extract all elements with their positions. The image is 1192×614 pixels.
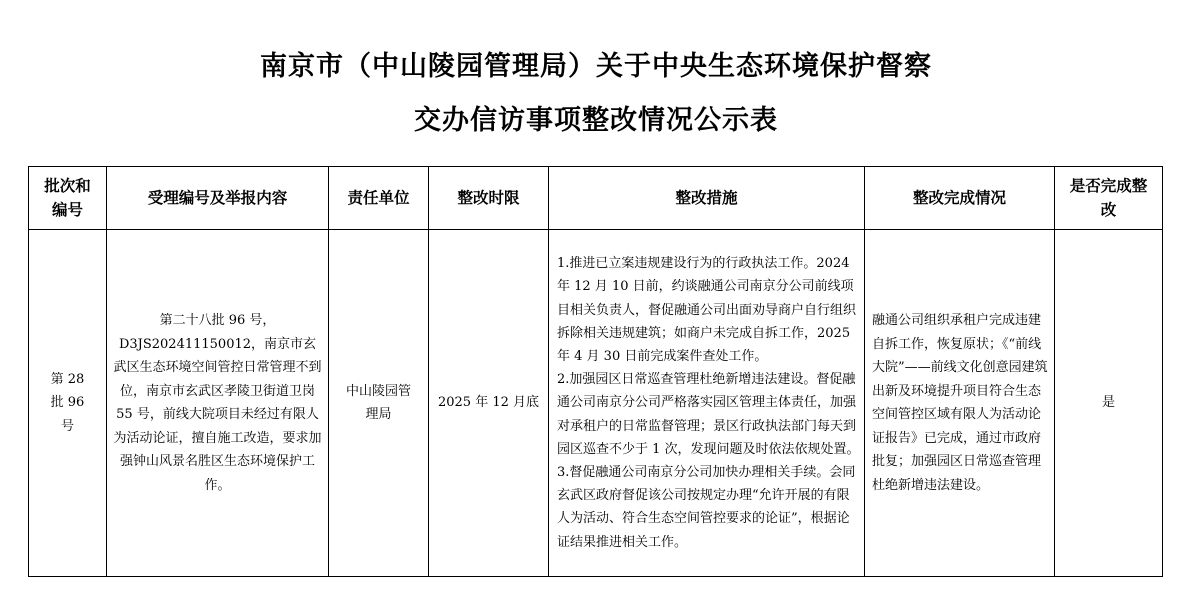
cell-unit: 中山陵园管理局 xyxy=(329,230,429,577)
page-title-line-2: 交办信访事项整改情况公示表 xyxy=(414,105,778,136)
header-batch: 批次和编号 xyxy=(29,167,107,230)
cell-deadline: 2025 年 12 月底 xyxy=(429,230,549,577)
rectification-table xyxy=(28,166,1163,577)
cell-status: 融通公司组织承租户完成违建自拆工作，恢复原状；《“前线大院”——前线文化创意园建筑出新及环境提升项目符合生态空间管控区域有限人为活动论证报告》已完成，通过市政府批复；加强园区日常巡查管理杜绝新增违法建设。 xyxy=(865,230,1055,577)
header-status: 整改完成情况 xyxy=(865,167,1055,230)
measure-item: 3.督促融通公司南京分公司加快办理相关手续。会同玄武区政府督促该公司按规定办理“允许开展的有限人为活动、符合生态空间管控要求的论证”，根据论证结果推进相关工作。 xyxy=(557,465,856,550)
table-header-row xyxy=(29,167,1163,230)
header-done: 是否完成整改 xyxy=(1055,167,1163,230)
measure-item: 1.推进已立案违规建设行为的行政执法工作。2024 年 12 月 10 日前，约谈融通公司南京分公司前线项目相关负责人，督促融通公司出面劝导商户自行组织拆除相关违规建筑；如商户未完成自拆工作，2025 年 4 月 30 日前完成案件查处工作。 xyxy=(557,256,857,364)
header-unit: 责任单位 xyxy=(329,167,429,230)
page-title-line-1: 南京市（中山陵园管理局）关于中央生态环境保护督察 xyxy=(260,51,932,82)
cell-content: 第二十八批 96 号，D3JS202411150012，南京市玄武区生态环境空间管控日常管理不到位，南京市玄武区孝陵卫街道卫岗 55 号，前线大院项目未经过有限人为活动论证，擅自施工改造，要求加强钟山风景名胜区生态环境保护工作。 xyxy=(107,230,329,577)
cell-measures xyxy=(549,230,865,577)
table-row xyxy=(29,230,1163,577)
cell-batch: 第 28 批 96 号 xyxy=(29,230,107,577)
header-deadline: 整改时限 xyxy=(429,167,549,230)
measure-item: 2.加强园区日常巡查管理杜绝新增违法建设。督促融通公司南京分公司严格落实园区管理主体责任，加强对承租户的日常监督管理；景区行政执法部门每天到园区巡查不少于 1 次，发现问题及时依法依规处置。 xyxy=(557,372,860,457)
cell-done: 是 xyxy=(1055,230,1163,577)
header-content: 受理编号及举报内容 xyxy=(107,167,329,230)
header-measures: 整改措施 xyxy=(549,167,865,230)
